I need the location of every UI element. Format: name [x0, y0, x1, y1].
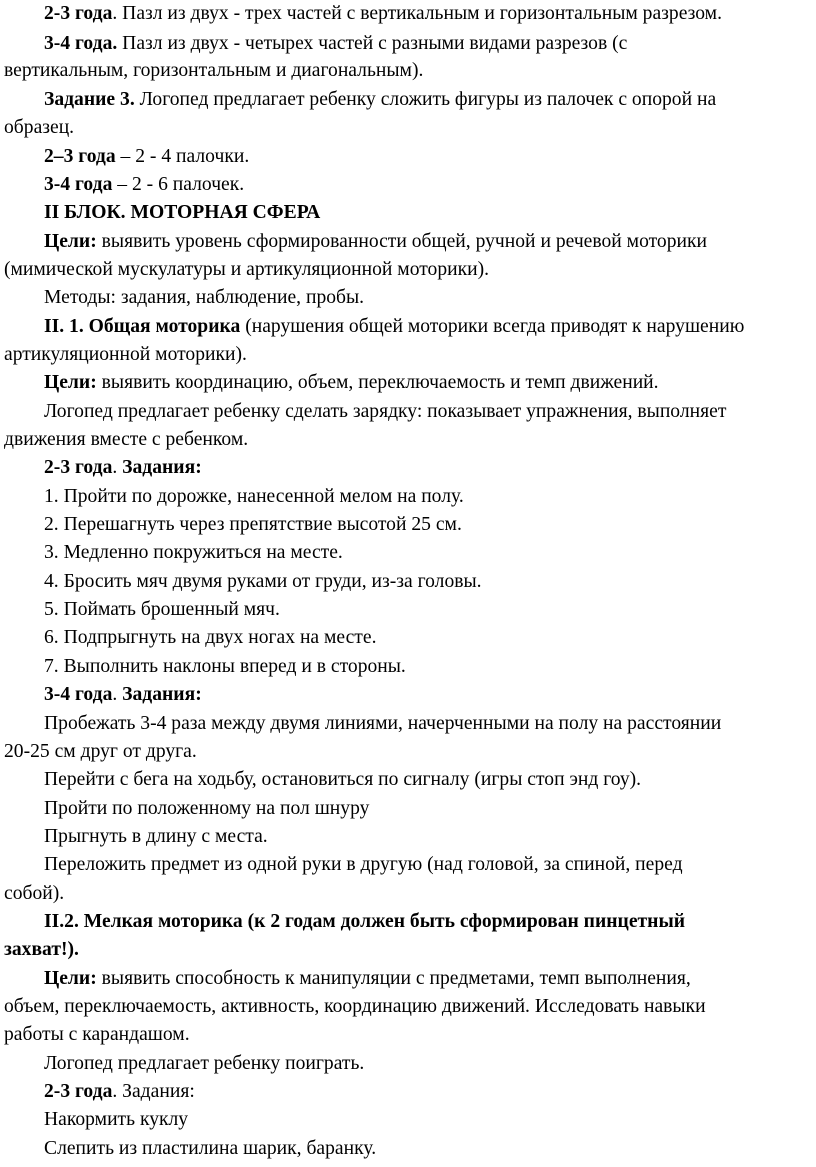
paragraph-sticks-3-4 — [44, 173, 244, 197]
paragraph-continuation: движения вместе с ребенком. — [4, 429, 249, 450]
goals-label: Цели: — [44, 231, 97, 252]
paragraph-goals-motor — [44, 230, 707, 254]
age-label: 3-4 года. — [44, 33, 118, 54]
list-item: 2. Перешагнуть через препятствие высотой 25 см. — [44, 514, 462, 535]
paragraph-goals-coordination — [44, 371, 659, 395]
task-run: Пробежать 3-4 раза между двумя линиями, начерченными на полу на расстоянии — [44, 713, 722, 734]
tasks-heading-fine-2-3 — [44, 1080, 195, 1104]
paragraph-text: (нарушения общей моторики всегда приводят к нарушению — [240, 316, 745, 337]
tasks-heading-2-3: 2-3 года. Задания: — [44, 457, 202, 478]
paragraph-text: . Пазл из двух - трех частей с вертикальным и горизонтальным разрезом. — [112, 3, 722, 24]
section-heading: II БЛОК. МОТОРНАЯ СФЕРА — [44, 202, 321, 223]
goals-label: Цели: — [44, 968, 97, 989]
paragraph-continuation: вертикальным, горизонтальным и диагональным). — [4, 60, 424, 81]
tasks-label: Задания: — [122, 684, 202, 705]
paragraph-task-3 — [44, 88, 716, 112]
age-label: 2-3 года — [44, 1081, 113, 1102]
paragraph-text: – 2 - 4 палочки. — [115, 146, 250, 167]
tasks-label: Задания: — [122, 457, 202, 478]
paragraph-continuation: объем, переключаемость, активность, координацию движений. Исследовать навыки — [4, 996, 706, 1017]
tasks-label: . Задания: — [112, 1081, 195, 1102]
task-walk: Перейти с бега на ходьбу, остановиться по сигналу (игры стоп энд гоу). — [44, 769, 642, 790]
paragraph-text: выявить координацию, объем, переключаемость и темп движений. — [96, 372, 659, 393]
paragraph-continuation: (мимической мускулатуры и артикуляционной моторики). — [4, 259, 490, 280]
paragraph-puzzle-3-4 — [44, 32, 627, 56]
task-jump: Прыгнуть в длину с места. — [44, 826, 268, 847]
task-feed-doll: Накормить куклу — [44, 1109, 189, 1130]
paragraph-continuation: образец. — [4, 117, 75, 138]
paragraph-exercise: Логопед предлагает ребенку сделать зарядку: показывает упражнения, выполняет — [44, 401, 727, 422]
subsection-general-motor — [44, 315, 744, 339]
paragraph-continuation: артикуляционной моторики). — [4, 344, 247, 365]
list-item: 6. Подпрыгнуть на двух ногах на месте. — [44, 627, 377, 648]
subsection-title: II. 1. Общая моторика — [44, 316, 241, 337]
paragraph-continuation: работы с карандашом. — [4, 1024, 190, 1045]
paragraph-play: Логопед предлагает ребенку поиграть. — [44, 1053, 365, 1074]
task-transfer: Переложить предмет из одной руки в другую (над головой, за спиной, перед — [44, 854, 683, 875]
paragraph-text: выявить уровень сформированности общей, ручной и речевой моторики — [96, 231, 708, 252]
goals-label: Цели: — [44, 372, 97, 393]
paragraph-continuation: 20-25 см друг от друга. — [4, 741, 197, 762]
paragraph-text: Пазл из двух - четырех частей с разными видами разрезов (с — [117, 33, 628, 54]
paragraph-continuation: собой). — [4, 883, 65, 904]
paragraph-sticks-2-3 — [44, 145, 249, 169]
list-item: 7. Выполнить наклоны вперед и в стороны. — [44, 656, 406, 677]
age-label: 3-4 года — [44, 174, 113, 195]
tasks-heading-3-4: 3-4 года. Задания: — [44, 684, 202, 705]
age-label: 2–3 года — [44, 146, 116, 167]
age-label: 3-4 года — [44, 684, 113, 705]
list-item: 5. Поймать брошенный мяч. — [44, 599, 280, 620]
paragraph-methods: Методы: задания, наблюдение, пробы. — [44, 287, 365, 308]
list-item: 3. Медленно покружиться на месте. — [44, 542, 343, 563]
task-cord: Пройти по положенному на пол шнуру — [44, 798, 370, 819]
age-label: 2-3 года — [44, 457, 113, 478]
paragraph-goals-fine — [44, 967, 691, 991]
paragraph-text: – 2 - 6 палочек. — [112, 174, 245, 195]
paragraph-text: выявить способность к манипуляции с предметами, темп выполнения, — [96, 968, 691, 989]
task-label: Задание 3. — [44, 89, 135, 110]
list-item: 4. Бросить мяч двумя руками от груди, из-за головы. — [44, 571, 482, 592]
task-plasticine: Слепить из пластилина шарик, баранку. — [44, 1138, 377, 1159]
age-label: 2-3 года — [44, 3, 113, 24]
list-item: 1. Пройти по дорожке, нанесенной мелом на полу. — [44, 486, 464, 507]
paragraph-puzzle-2-3 — [44, 2, 722, 26]
subsection-fine-motor-continuation: захват!). — [4, 939, 79, 960]
subsection-fine-motor: II.2. Мелкая моторика (к 2 годам должен быть сформирован пинцетный — [44, 911, 686, 932]
paragraph-text: Логопед предлагает ребенку сложить фигуры из палочек с опорой на — [134, 89, 717, 110]
